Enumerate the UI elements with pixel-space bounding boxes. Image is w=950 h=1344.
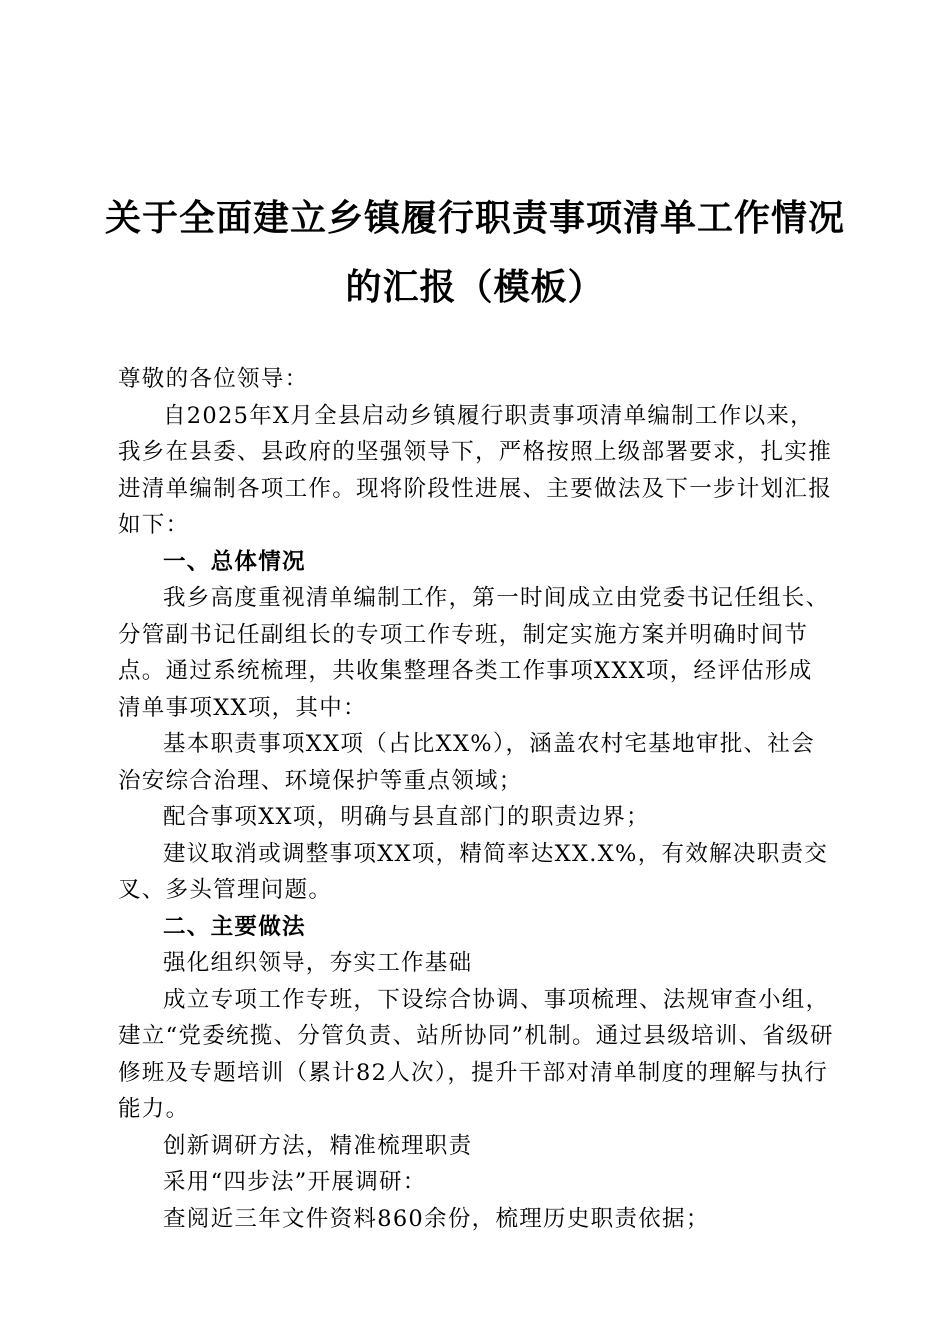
subheading-research: 创新调研方法，精准梳理职责 <box>163 1132 473 1159</box>
document-body <box>118 361 834 1237</box>
organization-paragraph: 成立专项工作专班，下设综合协调、事项梳理、法规审查小组，建立“党委统揽、分管负责、站所协同”机制。通过县级培训、省级研修班及专题培训（累计82人次），提升干部对清单制度的理解与执行能力。 <box>118 986 834 1122</box>
intro-paragraph: 自2025年X月全县启动乡镇履行职责事项清单编制工作以来，我乡在县委、县政府的坚强领导下，严格按照上级部署要求，扎实推进清单编制各项工作。现将阶段性进展、主要做法及下一步计划汇报如下： <box>118 402 833 538</box>
document-title-line-2: 的汇报（模板） <box>345 267 605 308</box>
basic-duties-paragraph: 基本职责事项XX项（占比XX%），涵盖农村宅基地审批、社会治安综合治理、环境保护等重点领域； <box>118 731 815 794</box>
document-title-line-1: 关于全面建立乡镇履行职责事项清单工作情况 <box>104 198 845 239</box>
research-intro-paragraph: 采用“四步法”开展调研： <box>163 1169 427 1195</box>
section-heading-overview: 一、总体情况 <box>163 548 306 575</box>
overview-paragraph: 我乡高度重视清单编制工作，第一时间成立由党委书记任组长、分管副书记任副组长的专项工作专班，制定实施方案并明确时间节点。通过系统梳理，共收集整理各类工作事项XXX项，经评估形成清单事项XX项，其中： <box>118 585 830 721</box>
research-step-1-paragraph: 查阅近三年文件资料860余份，梳理历史职责依据； <box>163 1205 710 1232</box>
cooperative-items-paragraph: 配合事项XX项，明确与县直部门的职责边界； <box>163 804 650 830</box>
adjusted-items-paragraph: 建议取消或调整事项XX项，精简率达XX.X%，有效解决职责交叉、多头管理问题。 <box>118 840 829 903</box>
subheading-organization: 强化组织领导，夯实工作基础 <box>163 950 473 976</box>
salutation: 尊敬的各位领导： <box>118 366 309 392</box>
section-heading-measures: 二、主要做法 <box>163 913 306 940</box>
